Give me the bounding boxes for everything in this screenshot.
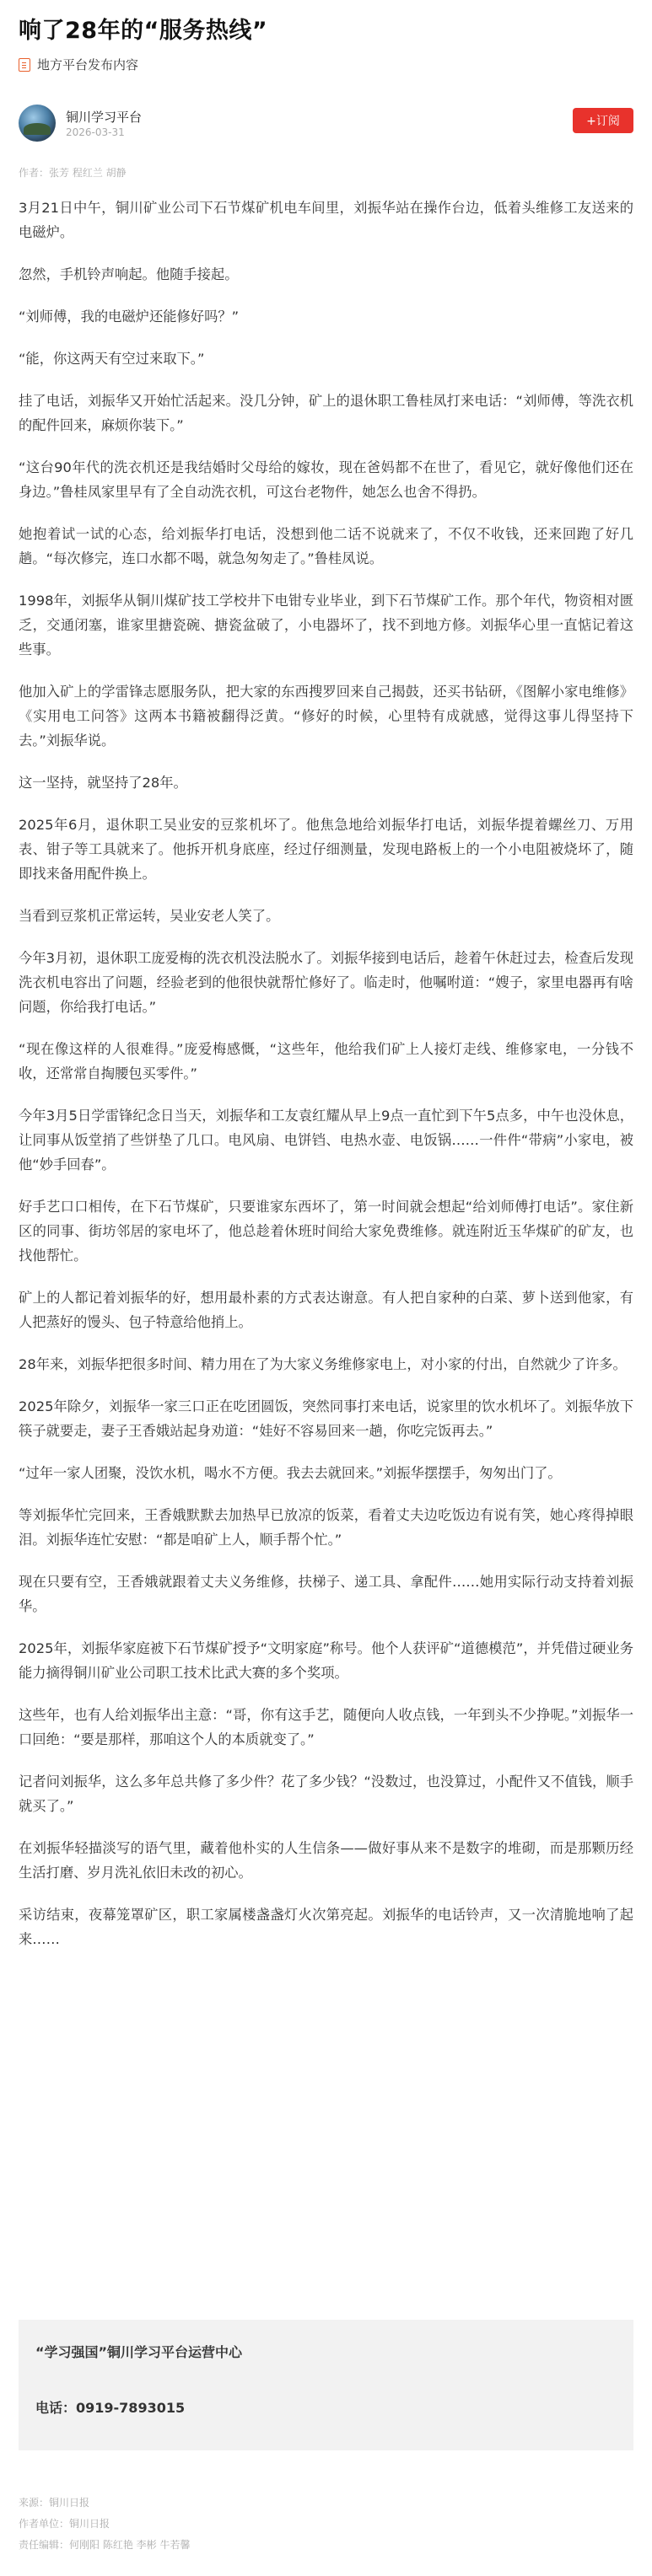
paragraph: 挂了电话，刘振华又开始忙活起来。没几分钟，矿上的退休职工鲁桂凤打来电话：“刘师傅，等洗衣机的配件回来，麻烦你装下。” — [19, 393, 633, 433]
paragraph: 当看到豆浆机正常运转，吴业安老人笑了。 — [19, 908, 280, 924]
paragraph: 采访结束，夜幕笼罩矿区，职工家属楼盏盏灯火次第亮起。刘振华的电话铃声，又一次清脆地响了起来…… — [19, 1907, 633, 1947]
article-title: 响了28年的“服务热线” — [19, 18, 268, 44]
footer-editors: 责任编辑：何刚阳 陈红艳 李彬 牛若馨 — [19, 2539, 191, 2551]
contact-box — [19, 2320, 633, 2450]
paragraph: 今年3月初，退休职工庞爱梅的洗衣机没法脱水了。刘振华接到电话后，趁着午休赶过去，检查后发现洗衣机电容出了问题，经验老到的他很快就帮忙修好了。临走时，他嘱咐道：“嫂子，家里电器再有啥问题，你给我打电话。” — [19, 950, 633, 1015]
paragraph: 这一坚持，就坚持了28年。 — [19, 775, 187, 791]
contact-phone: 电话：0919-7893015 — [35, 2400, 186, 2416]
paragraph: “过年一家人团聚，没饮水机，喝水不方便。我去去就回来。”刘振华摆摆手，匆匆出门了。 — [19, 1465, 562, 1481]
source-label: 地方平台发布内容 — [37, 57, 139, 72]
paragraph: 今年3月5日学雷锋纪念日当天，刘振华和工友袁红耀从早上9点一直忙到下午5点多，中午也没休息，让同事从饭堂捎了些饼垫了几口。电风扇、电饼铛、电热水壶、电饭锅……一件件“带病”小家电，被他“妙手回春”。 — [19, 1108, 633, 1173]
document-icon — [19, 58, 30, 72]
subscribe-button[interactable]: +订阅 — [573, 108, 633, 133]
footer-source: 来源：铜川日报 — [19, 2497, 90, 2509]
account-header — [19, 101, 633, 147]
paragraph: “能，你这两天有空过来取下。” — [19, 351, 205, 367]
footer-unit: 作者单位：铜川日报 — [19, 2518, 110, 2530]
contact-org: “学习强国”铜川学习平台运营中心 — [35, 2344, 243, 2360]
paragraph: “现在像这样的人很难得。”庞爱梅感慨，“这些年，他给我们矿上人接灯走线、维修家电，一分钱不收，还常常自掏腰包买零件。” — [19, 1041, 633, 1081]
paragraph: 在刘振华轻描淡写的语气里，藏着他朴实的人生信条——做好事从来不是数字的堆砌，而是那颗历经生活打磨、岁月洗礼依旧未改的初心。 — [19, 1840, 633, 1881]
paragraph: 2025年6月，退休职工吴业安的豆浆机坏了。他焦急地给刘振华打电话，刘振华提着螺丝刀、万用表、钳子等工具就来了。他拆开机身底座，经过仔细测量，发现电路板上的一个小电阻被烧坏了，随即找来备用配件换上。 — [19, 817, 633, 882]
paragraph: 记者问刘振华，这么多年总共修了多少件？花了多少钱？“没数过，也没算过，小配件又不值钱，顺手就买了。” — [19, 1774, 633, 1814]
paragraph: 忽然，手机铃声响起。他随手接起。 — [19, 266, 239, 282]
paragraph: 好手艺口口相传，在下石节煤矿，只要谁家东西坏了，第一时间就会想起“给刘师傅打电话”。家住新区的同事、街坊邻居的家电坏了，他总趁着休班时间给大家免费维修。就连附近玉华煤矿的矿友，也找他帮忙。 — [19, 1199, 633, 1264]
paragraph: “刘师傅，我的电磁炉还能修好吗？” — [19, 309, 240, 325]
paragraph: 1998年，刘振华从铜川煤矿技工学校井下电钳专业毕业，到下石节煤矿工作。那个年代，物资相对匮乏，交通闭塞，谁家里搪瓷碗、搪瓷盆破了，小电器坏了，找不到地方修。刘振华心里一直惦记着这些事。 — [19, 593, 633, 657]
article-body — [19, 196, 633, 1969]
paragraph: 28年来，刘振华把很多时间、精力用在了为大家义务维修家电上，对小家的付出，自然就少了许多。 — [19, 1356, 627, 1372]
paragraph: 矿上的人都记着刘振华的好，想用最朴素的方式表达谢意。有人把自家种的白菜、萝卜送到他家，有人把蒸好的馒头、包子特意给他捎上。 — [19, 1290, 633, 1330]
paragraph: 2025年除夕，刘振华一家三口正在吃团圆饭，突然同事打来电话，说家里的饮水机坏了。刘振华放下筷子就要走，妻子王香娥站起身劝道：“娃好不容易回来一趟，你吃完饭再去。” — [19, 1398, 633, 1439]
authors-line: 作者：张芳 程红兰 胡静 — [19, 167, 127, 179]
paragraph: 3月21日中午，铜川矿业公司下石节煤矿机电车间里，刘振华站在操作台边，低着头维修工友送来的电磁炉。 — [19, 200, 633, 240]
paragraph: 这些年，也有人给刘振华出主意：“哥，你有这手艺，随便向人收点钱，一年到头不少挣呢。”刘振华一口回绝：“要是那样，那咱这个人的本质就变了。” — [19, 1707, 633, 1747]
publish-date: 2026-03-31 — [66, 126, 125, 138]
avatar[interactable] — [19, 105, 56, 142]
account-name[interactable]: 铜川学习平台 — [66, 110, 143, 125]
paragraph: 他加入矿上的学雷锋志愿服务队，把大家的东西搜罗回来自己揭鼓，还买书钻研，《图解小家电维修》《实用电工问答》这两本书籍被翻得泛黄。“修好的时候，心里特有成就感，觉得这事儿得坚持下去。”刘振华说。 — [19, 684, 633, 749]
paragraph: 她抱着试一试的心态，给刘振华打电话，没想到他二话不说就来了，不仅不收钱，还来回跑了好几趟。“每次修完，连口水都不喝，就急匆匆走了。”鲁桂凤说。 — [19, 526, 633, 566]
paragraph: 等刘振华忙完回来，王香娥默默去加热早已放凉的饭菜，看着丈夫边吃饭边有说有笑，她心疼得掉眼泪。刘振华连忙安慰：“都是咱矿上人，顺手帮个忙。” — [19, 1507, 633, 1548]
paragraph: 2025年，刘振华家庭被下石节煤矿授予“文明家庭”称号。他个人获评矿“道德模范”，并凭借过硬业务能力摘得铜川矿业公司职工技术比武大赛的多个奖项。 — [19, 1640, 633, 1681]
paragraph: 现在只要有空，王香娥就跟着丈夫义务维修，扶梯子、递工具、拿配件……她用实际行动支持着刘振华。 — [19, 1574, 633, 1614]
paragraph: “这台90年代的洗衣机还是我结婚时父母给的嫁妆，现在爸妈都不在世了，看见它，就好像他们还在身边。”鲁桂凤家里早有了全自动洗衣机，可这台老物件，她怎么也舍不得扔。 — [19, 459, 633, 500]
source-label-row — [19, 56, 138, 73]
